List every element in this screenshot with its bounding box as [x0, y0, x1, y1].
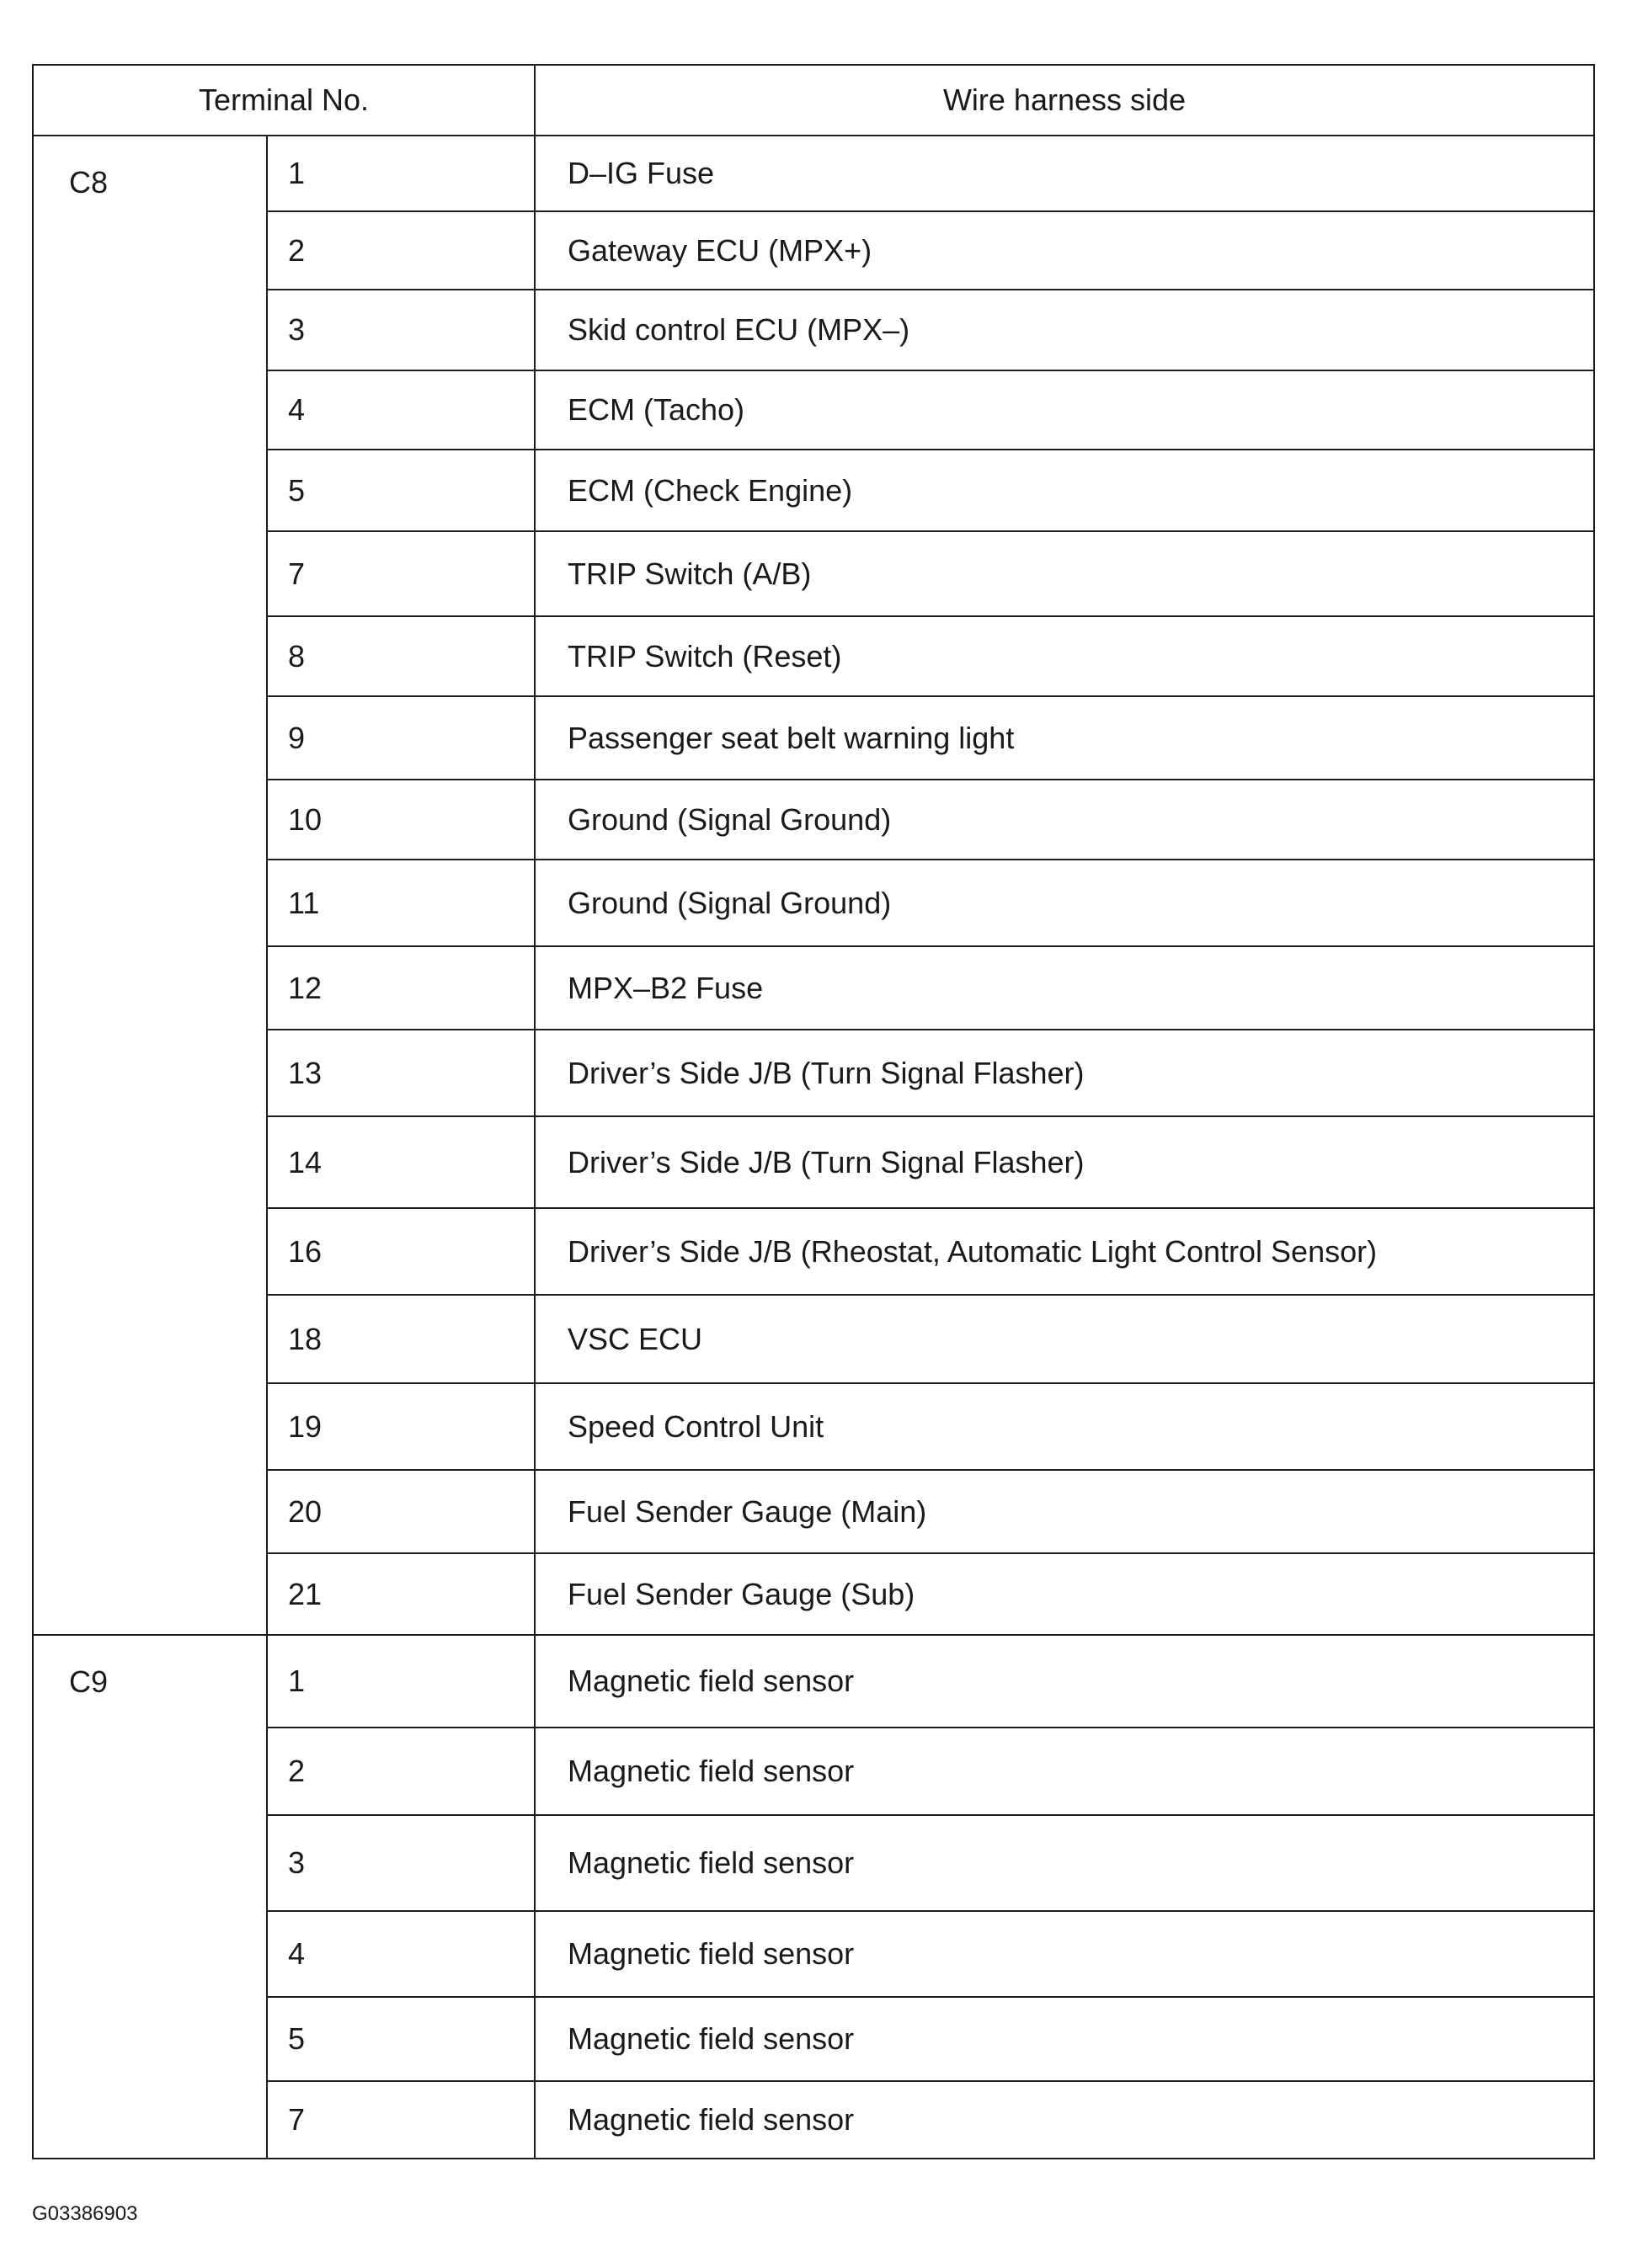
terminal-number: 7 — [267, 531, 535, 616]
connector-label: C8 — [33, 136, 267, 1635]
wire-harness-description: Gateway ECU (MPX+) — [535, 211, 1594, 290]
table-body — [33, 136, 1594, 2159]
table-row — [33, 1295, 1594, 1383]
wire-harness-description: Fuel Sender Gauge (Sub) — [535, 1553, 1594, 1635]
table-row — [33, 860, 1594, 946]
header-wire-harness-side: Wire harness side — [535, 65, 1594, 136]
table-row — [33, 370, 1594, 450]
terminal-number: 3 — [267, 290, 535, 370]
wire-harness-description: TRIP Switch (Reset) — [535, 616, 1594, 696]
terminal-number: 1 — [267, 1635, 535, 1728]
terminal-number: 7 — [267, 2081, 535, 2159]
terminal-number: 21 — [267, 1553, 535, 1635]
table-row — [33, 2081, 1594, 2159]
wire-harness-description: Passenger seat belt warning light — [535, 696, 1594, 780]
table-row — [33, 450, 1594, 531]
wire-harness-description: Skid control ECU (MPX–) — [535, 290, 1594, 370]
wire-harness-description: Magnetic field sensor — [535, 1997, 1594, 2081]
terminal-number: 20 — [267, 1470, 535, 1553]
terminal-number: 5 — [267, 1997, 535, 2081]
terminal-number: 4 — [267, 370, 535, 450]
table-row — [33, 946, 1594, 1030]
terminal-number: 5 — [267, 450, 535, 531]
wire-harness-description: Driver’s Side J/B (Rheostat, Automatic Light Control Sensor) — [535, 1208, 1594, 1295]
figure-code: G03386903 — [32, 2202, 138, 2225]
wire-harness-description: ECM (Tacho) — [535, 370, 1594, 450]
table-row — [33, 1383, 1594, 1470]
terminal-number: 12 — [267, 946, 535, 1030]
wire-harness-description: Magnetic field sensor — [535, 1815, 1594, 1911]
wire-harness-description: Magnetic field sensor — [535, 1911, 1594, 1997]
wire-harness-description: Ground (Signal Ground) — [535, 860, 1594, 946]
table-row — [33, 1470, 1594, 1553]
wire-harness-description: ECM (Check Engine) — [535, 450, 1594, 531]
table-row — [33, 1815, 1594, 1911]
wire-harness-description: Magnetic field sensor — [535, 2081, 1594, 2159]
connector-label: C9 — [33, 1635, 267, 2159]
wire-harness-description: Magnetic field sensor — [535, 1728, 1594, 1815]
wire-harness-description: D–IG Fuse — [535, 136, 1594, 211]
terminal-number: 19 — [267, 1383, 535, 1470]
terminal-number: 16 — [267, 1208, 535, 1295]
terminal-number: 3 — [267, 1815, 535, 1911]
terminal-number: 4 — [267, 1911, 535, 1997]
wire-harness-description: Fuel Sender Gauge (Main) — [535, 1470, 1594, 1553]
header-terminal-no: Terminal No. — [33, 65, 535, 136]
table-row — [33, 1911, 1594, 1997]
table-row — [33, 1208, 1594, 1295]
table-row — [33, 1728, 1594, 1815]
wire-harness-description: VSC ECU — [535, 1295, 1594, 1383]
table-row — [33, 290, 1594, 370]
table-row — [33, 211, 1594, 290]
table-row — [33, 1635, 1594, 1728]
terminal-number: 14 — [267, 1116, 535, 1208]
table-row — [33, 780, 1594, 860]
table-row — [33, 1116, 1594, 1208]
terminal-number: 8 — [267, 616, 535, 696]
terminal-number: 13 — [267, 1030, 535, 1116]
wire-harness-description: TRIP Switch (A/B) — [535, 531, 1594, 616]
table-row — [33, 1553, 1594, 1635]
wire-harness-description: Driver’s Side J/B (Turn Signal Flasher) — [535, 1030, 1594, 1116]
terminal-number: 2 — [267, 1728, 535, 1815]
table-row — [33, 1997, 1594, 2081]
terminal-table — [32, 64, 1595, 2159]
terminal-number: 10 — [267, 780, 535, 860]
terminal-number: 2 — [267, 211, 535, 290]
wire-harness-description: MPX–B2 Fuse — [535, 946, 1594, 1030]
wire-harness-description: Driver’s Side J/B (Turn Signal Flasher) — [535, 1116, 1594, 1208]
table-row — [33, 1030, 1594, 1116]
table-header-row — [33, 65, 1594, 136]
terminal-number: 11 — [267, 860, 535, 946]
table-row — [33, 136, 1594, 211]
table-row — [33, 616, 1594, 696]
terminal-number: 18 — [267, 1295, 535, 1383]
table-row — [33, 531, 1594, 616]
terminal-number: 1 — [267, 136, 535, 211]
table-row — [33, 696, 1594, 780]
terminal-number: 9 — [267, 696, 535, 780]
wire-harness-description: Speed Control Unit — [535, 1383, 1594, 1470]
wire-harness-description: Magnetic field sensor — [535, 1635, 1594, 1728]
wire-harness-description: Ground (Signal Ground) — [535, 780, 1594, 860]
